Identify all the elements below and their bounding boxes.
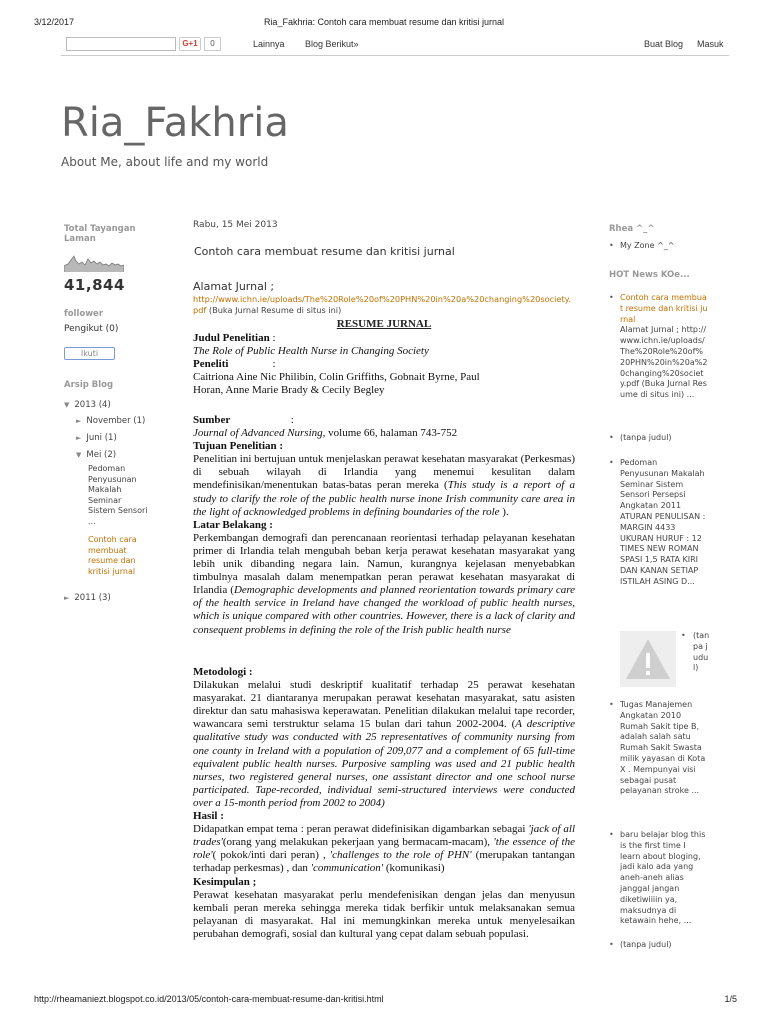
archive-year-2013[interactable]: ▼ 2013 (4) <box>64 400 111 410</box>
latar-label: Latar Belakang : <box>193 518 273 531</box>
navbar-divider <box>61 55 729 56</box>
sumber-journal: Journal of Advanced Nursing <box>193 427 323 440</box>
hot-news-title: HOT News KOe... <box>609 270 690 280</box>
next-blog-link[interactable]: Blog Berikut» <box>305 39 359 49</box>
expand-right-icon: ► <box>64 594 70 602</box>
blog-description: About Me, about life and my world <box>61 155 269 169</box>
tujuan-text: Penelitian ini bertujuan untuk menjelaskan perawat kesehatan masyarakat (Perkesmas) di sebuah wilayah di Irlandia yang menemui kesulitan dalam mendefinisikan/menentukan batas-batas peran mereka (This study is a report of a study to clarify the role of the public health nurse inone Irish community care area in the light of acknowledged problems in defining boundaries of the role ). <box>193 453 575 518</box>
blog-title[interactable]: Ria_Fakhria <box>61 100 289 146</box>
tujuan-label: Tujuan Penelitian : <box>193 440 284 453</box>
print-url: http://rheamaniezt.blogspot.co.id/2013/05/contoh-cara-membuat-resume-dan-kritisi.html <box>34 994 384 1004</box>
judul-value: The Role of Public Health Nurse in Changing Society <box>193 345 429 358</box>
rhea-title: Rhea ^_^ <box>609 224 655 234</box>
expand-right-icon: ► <box>76 434 82 442</box>
follower-count: Pengikut (0) <box>64 324 119 334</box>
gplus-button[interactable]: G+1 <box>179 37 201 51</box>
metodologi-label: Metodologi : <box>193 666 253 678</box>
resume-heading: RESUME JURNAL <box>336 318 432 330</box>
hot-item-6-snippet[interactable]: baru belajar blog this is the first time I learn about bloging, jadi kalo ada yang aneh-aneh alias janggal jangan diketiwiiiin ya, maksudnya di ketawain hehe, ... <box>620 830 706 926</box>
archive-month-mei[interactable]: ▼ Mei (2) <box>76 450 117 460</box>
expand-down-icon: ▼ <box>76 451 82 459</box>
no-image-icon <box>620 631 676 687</box>
post-title: Contoh cara membuat resume dan kritisi jurnal <box>194 245 455 258</box>
section-sumber: Sumber : Journal of Advanced Nursing, volume 66, halaman 743-752 Tujuan Penelitian : Penelitian ini bertujuan untuk menjelaskan perawat kesehatan masyarakat (Perkesmas) di sebuah wilayah di Irlandia yang menemui kesulitan dalam mendefinisikan/menentukan batas-batas peran mereka (This study is a report of a study to clarify the role of the public health nurse inone Irish community care area in the light of acknowledged problems in defining boundaries of the role ). Latar Belakang : Perkembangan demografi dan perencanaan reorientasi terhadap pelayanan kesehatan primer di Irlandia telah mengubah beban kerja perawat kesehatan masyarakat yang lebih unik dibanding negara lain. Namun, kurangnya kejelasan menyebabkan timbulnya masalah dalam menempatkan peran perawat kesehatan masyarakat di Irlandia (Demographic developments and planned reorientation towards primary care of the health service in Ireland have changed the workload of public health nurses, which is unique compared with other countries. However, there is a lack of clarity and consequent problems in defining the role of the Irish public health nurse <box>193 414 575 636</box>
archive-post-contoh[interactable]: Contoh cara membuat resume dan kritisi jurnal <box>88 535 137 576</box>
kesimpulan-label: Kesimpulan ; <box>193 875 257 888</box>
print-page-number: 1/5 <box>724 994 737 1004</box>
hasil-text: Didapatkan empat tema : peran perawat didefinisikan digambarkan sebagai 'jack of all trades'(orang yang melakukan pekerjaan yang bermacam-macam), 'the essence of the role'( pokok/inti dari peran) , 'challenges to the role of PHN' (merupakan tantangan terhadap perkesmas) , dan 'communication' (komunikasi) <box>193 823 575 875</box>
follower-title: follower <box>64 309 104 319</box>
archive-year-2011[interactable]: ► 2011 (3) <box>64 593 111 603</box>
peneliti-value: Caitriona Aine Nic Philibin, Colin Griffiths, Gobnait Byrne, Paul Horan, Anne Marie Brady & Cecily Begley <box>193 371 480 397</box>
latar-text: Perkembangan demografi dan perencanaan reorientasi terhadap pelayanan kesehatan primer di Irlandia telah mengubah beban kerja perawat kesehatan masyarakat yang lebih unik dibanding negara lain. Namun, kurangnya kejelasan menyebabkan timbulnya masalah dalam menempatkan peran perawat kesehatan masyarakat di Irlandia (Demographic developments and planned reorientation towards primary care of the health service in Ireland have changed the workload of public health nurses, which is unique compared with other countries. However, there is a lack of clarity and consequent problems in defining the role of the Irish public health nurse <box>193 531 575 636</box>
hot-item-5-snippet[interactable]: Tugas Manajemen Angkatan 2010 Rumah Sakit tipe B, adalah salah satu Rumah Sakit Swasta milik yayasan di Kota X . Mempunyai visi sebagai pusat pelayanan stroke ... <box>620 700 706 796</box>
print-doc-title: Ria_Fakhria: Contoh cara membuat resume dan kritisi jurnal <box>263 17 505 27</box>
stats-title: Total Tayangan Laman <box>64 224 136 244</box>
follow-button[interactable]: Ikuti <box>64 347 115 360</box>
expand-down-icon: ▼ <box>64 401 70 409</box>
hot-item-1-snippet: Alamat Jurnal ; http://www.ichn.ie/uploads/The%20Role%20of%20PHN%20in%20a%20changing%20society.pdf (Buka Jurnal Resume di situs ini) ... <box>620 325 708 400</box>
more-link[interactable]: Lainnya <box>253 39 285 49</box>
section-judul: Judul Penelitian : The Role of Public Health Nurse in Changing Society Peneliti : Caitriona Aine Nic Philibin, Colin Griffiths, Gobnait Byrne, Paul Horan, Anne Marie Brady & Cecily Begley <box>193 332 575 397</box>
archive-month-november[interactable]: ► November (1) <box>76 416 146 426</box>
search-input[interactable] <box>66 37 176 51</box>
pageview-sparkline <box>64 252 124 272</box>
journal-address-label: Alamat Jurnal ; <box>193 280 275 293</box>
gplus-count: 0 <box>204 37 221 51</box>
journal-url-text[interactable]: http://www.ichn.ie/uploads/The%20Role%20of%20PHN%20in%20a%20changing%20society.pdf <box>193 294 571 315</box>
hot-item-1-title[interactable]: Contoh cara membuat resume dan kritisi jurnal <box>620 293 708 324</box>
section-metodologi <box>193 666 575 941</box>
create-blog-link[interactable]: Buat Blog <box>644 39 684 49</box>
expand-right-icon: ► <box>76 417 82 425</box>
blogger-navbar <box>61 34 729 56</box>
peneliti-label: Peneliti <box>193 358 229 371</box>
hot-item-3-snippet[interactable]: Pedoman Penyusunan Makalah Seminar Sistem Sensori Persepsi Angkatan 2011 ATURAN PENULISAN : MARGIN 4433 UKURAN HURUF : 12 TIMES NEW ROMAN SPASI 1,5 RATA KIRI DAN KANAN SETIAP ISTILAH ASING D... <box>620 458 706 586</box>
post-date: Rabu, 15 Mei 2013 <box>193 220 278 230</box>
sumber-label: Sumber <box>193 414 231 426</box>
archive-post-pedoman[interactable]: Pedoman Penyusunan Makalah Seminar Sistem Sensori ... <box>88 464 148 526</box>
pageview-counter: 41,844 <box>64 276 125 294</box>
archive-month-juni[interactable]: ► Juni (1) <box>76 433 117 443</box>
signin-link[interactable]: Masuk <box>697 39 724 49</box>
archive-title: Arsip Blog <box>64 380 114 390</box>
journal-url-note: (Buka Jurnal Resume di situs ini) <box>208 305 342 315</box>
judul-label: Judul Penelitian <box>193 332 270 344</box>
journal-url[interactable] <box>193 294 575 316</box>
sumber-detail: , volume 66, halaman 743-752 <box>322 427 458 440</box>
print-date: 3/12/2017 <box>34 17 75 27</box>
kesimpulan-text: Perawat kesehatan masyarakat perlu mendefenisikan dengan jelas dan menyusun kembali peran mereka sehingga mereka tidak berfikir untuk melaksanakan semua pelayanan di masyarakat. Hal ini memungkinkan mereka untuk menyelesaikan perubahan demografi, sosial dan kultural yang cepat dalam sebuah populasi. <box>193 888 575 940</box>
metodologi-text: Dilakukan melalui studi deskriptif kualitatif terhadap 25 perawat kesehatan masyarakat. 21 diantaranya merupakan perawat kesehatan masyarakat, satu asisten direktur dan satu mahasiswa keperawatan. Penelitian dilakukan melalui tape recorder, wawancara semi terstruktur selama 15 bulan dari tahun 2002-2004. (A descriptive qualitative study was conducted with 25 representatives of community nursing from one county in Ireland with a population of 209,077 and a complement of 65 full-time equivalent public health nurses. Purposive sampling was used and 21 public health nurses, two registered general nurses, one assistant director and one school nurse participated. Tape-recorded, individual semi-structured interviews were conducted over a 15-month period from 2002 to 2004) <box>193 679 576 809</box>
hasil-label: Hasil : <box>193 810 224 823</box>
